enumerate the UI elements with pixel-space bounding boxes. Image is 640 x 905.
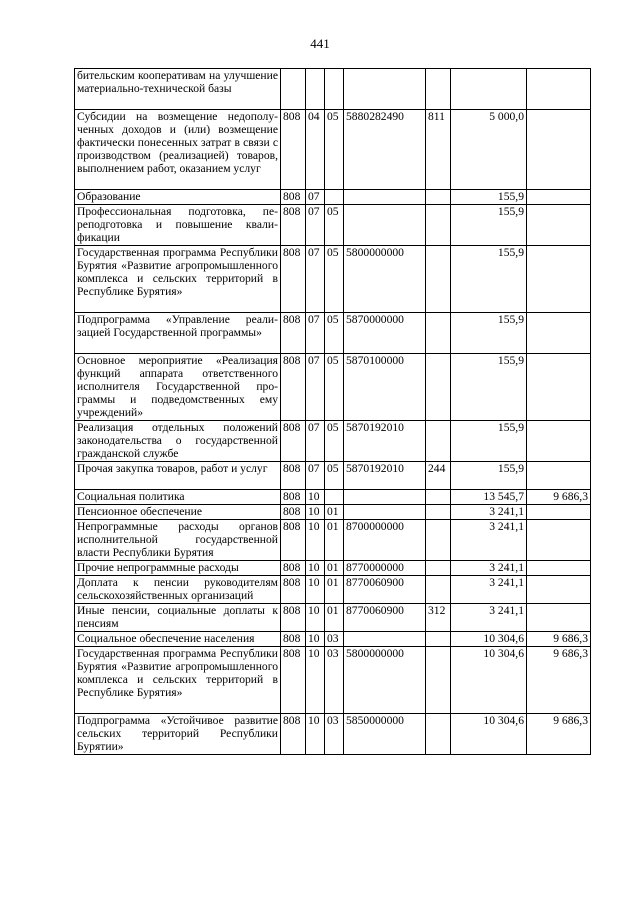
section-code-cell: 07 [306, 354, 325, 421]
amount-cell [451, 69, 527, 110]
page-number: 441 [310, 36, 330, 51]
section-code-cell: 10 [306, 647, 325, 714]
table-row [75, 190, 591, 205]
amount-extra-cell [527, 205, 591, 246]
department-code-cell: 808 [281, 246, 306, 313]
target-article-cell [344, 505, 426, 520]
department-code-cell: 808 [281, 604, 306, 632]
table-row [75, 561, 591, 576]
department-code-cell: 808 [281, 462, 306, 490]
expense-type-cell [426, 205, 451, 246]
amount-cell: 3 241,1 [451, 604, 527, 632]
amount-extra-cell [527, 604, 591, 632]
department-code-cell: 808 [281, 520, 306, 561]
target-article-cell: 8770060900 [344, 576, 426, 604]
subsection-code-cell: 01 [325, 561, 344, 576]
table-row [75, 490, 591, 505]
department-code-cell: 808 [281, 313, 306, 354]
expense-type-cell [426, 714, 451, 755]
department-code-cell: 808 [281, 354, 306, 421]
row-name-cell: Непрограммные расходы органов исполнительной государственной власти Республики Бурятия [75, 520, 281, 561]
expense-type-cell [426, 421, 451, 462]
department-code-cell: 808 [281, 647, 306, 714]
expense-type-cell [426, 520, 451, 561]
amount-extra-cell: 9 686,3 [527, 647, 591, 714]
amount-cell: 5 000,0 [451, 110, 527, 190]
amount-extra-cell [527, 246, 591, 313]
expense-type-cell [426, 632, 451, 647]
subsection-code-cell: 05 [325, 462, 344, 490]
section-code-cell: 07 [306, 313, 325, 354]
subsection-code-cell: 05 [325, 205, 344, 246]
amount-cell: 155,9 [451, 205, 527, 246]
row-name-cell: Государственная программа Республики Бурятия «Развитие агропромышленного комплекса и сельских территорий в Республике Бурятия» [75, 647, 281, 714]
amount-cell: 10 304,6 [451, 714, 527, 755]
subsection-code-cell: 03 [325, 632, 344, 647]
department-code-cell: 808 [281, 205, 306, 246]
subsection-code-cell: 03 [325, 647, 344, 714]
section-code-cell [306, 69, 325, 110]
section-code-cell: 07 [306, 190, 325, 205]
target-article-cell: 5880282490 [344, 110, 426, 190]
table-row [75, 714, 591, 755]
target-article-cell: 5870192010 [344, 421, 426, 462]
section-code-cell: 10 [306, 714, 325, 755]
subsection-code-cell [325, 190, 344, 205]
amount-cell: 155,9 [451, 462, 527, 490]
section-code-cell: 07 [306, 421, 325, 462]
table-row [75, 69, 591, 110]
subsection-code-cell: 01 [325, 576, 344, 604]
table-row [75, 205, 591, 246]
section-code-cell: 07 [306, 246, 325, 313]
amount-cell: 3 241,1 [451, 505, 527, 520]
table-row [75, 354, 591, 421]
table-row [75, 520, 591, 561]
department-code-cell: 808 [281, 110, 306, 190]
amount-extra-cell [527, 576, 591, 604]
table-row [75, 421, 591, 462]
section-code-cell: 10 [306, 505, 325, 520]
amount-cell: 155,9 [451, 246, 527, 313]
expense-type-cell [426, 190, 451, 205]
target-article-cell: 8700000000 [344, 520, 426, 561]
expense-type-cell [426, 647, 451, 714]
amount-extra-cell: 9 686,3 [527, 632, 591, 647]
row-name-cell: Основное мероприятие «Реализация функций аппарата ответственного исполнителя Государственной программы и подведомственных ему учреждений» [75, 354, 281, 421]
budget-table [74, 68, 591, 755]
amount-extra-cell [527, 462, 591, 490]
subsection-code-cell [325, 69, 344, 110]
table-row [75, 462, 591, 490]
subsection-code-cell: 05 [325, 421, 344, 462]
subsection-code-cell: 01 [325, 604, 344, 632]
section-code-cell: 10 [306, 604, 325, 632]
target-article-cell [344, 69, 426, 110]
row-name-cell: Доплата к пенсии руководителям сельскохозяйственных организаций [75, 576, 281, 604]
amount-cell: 155,9 [451, 354, 527, 421]
subsection-code-cell [325, 490, 344, 505]
row-name-cell: Прочие непрограммные расходы [75, 561, 281, 576]
row-name-cell: Прочая закупка товаров, работ и услуг [75, 462, 281, 490]
subsection-code-cell: 01 [325, 505, 344, 520]
department-code-cell: 808 [281, 576, 306, 604]
table-row [75, 246, 591, 313]
row-name-cell: Образование [75, 190, 281, 205]
department-code-cell: 808 [281, 190, 306, 205]
target-article-cell: 8770060900 [344, 604, 426, 632]
department-code-cell: 808 [281, 714, 306, 755]
amount-extra-cell [527, 561, 591, 576]
row-name-cell: Профессиональная подготовка, переподготовка и повышение квалификации [75, 205, 281, 246]
subsection-code-cell: 01 [325, 520, 344, 561]
row-name-cell: Государственная программа Республики Бурятия «Развитие агропромышленного комплекса и сельских территорий в Республике Бурятия» [75, 246, 281, 313]
section-code-cell: 04 [306, 110, 325, 190]
section-code-cell: 10 [306, 520, 325, 561]
amount-cell: 155,9 [451, 313, 527, 354]
expense-type-cell: 811 [426, 110, 451, 190]
amount-extra-cell: 9 686,3 [527, 490, 591, 505]
table-row [75, 647, 591, 714]
row-name-cell: Реализация отдельных положений законодательства о государственной гражданской службе [75, 421, 281, 462]
expense-type-cell: 244 [426, 462, 451, 490]
target-article-cell [344, 190, 426, 205]
expense-type-cell [426, 490, 451, 505]
department-code-cell: 808 [281, 561, 306, 576]
section-code-cell: 07 [306, 462, 325, 490]
expense-type-cell [426, 313, 451, 354]
expense-type-cell [426, 576, 451, 604]
row-name-cell: Подпрограмма «Управление реализацией Государственной программы» [75, 313, 281, 354]
target-article-cell: 5850000000 [344, 714, 426, 755]
section-code-cell: 07 [306, 205, 325, 246]
table-row [75, 632, 591, 647]
section-code-cell: 10 [306, 576, 325, 604]
target-article-cell: 5800000000 [344, 647, 426, 714]
department-code-cell: 808 [281, 421, 306, 462]
department-code-cell: 808 [281, 505, 306, 520]
row-name-cell: Субсидии на возмещение недополученных доходов и (или) возмещение фактически понесенных затрат в связи с производством (реализацией) товаров, выполнением работ, оказанием услуг [75, 110, 281, 190]
subsection-code-cell: 03 [325, 714, 344, 755]
amount-extra-cell: 9 686,3 [527, 714, 591, 755]
section-code-cell: 10 [306, 561, 325, 576]
amount-extra-cell [527, 313, 591, 354]
amount-cell: 155,9 [451, 421, 527, 462]
expense-type-cell [426, 561, 451, 576]
target-article-cell [344, 205, 426, 246]
target-article-cell: 5870000000 [344, 313, 426, 354]
subsection-code-cell: 05 [325, 246, 344, 313]
amount-extra-cell [527, 520, 591, 561]
amount-extra-cell [527, 354, 591, 421]
expense-type-cell [426, 246, 451, 313]
amount-cell: 3 241,1 [451, 520, 527, 561]
amount-cell: 3 241,1 [451, 576, 527, 604]
amount-extra-cell [527, 505, 591, 520]
table-row [75, 576, 591, 604]
budget-table-body [75, 69, 591, 755]
amount-extra-cell [527, 69, 591, 110]
table-row [75, 110, 591, 190]
amount-cell: 3 241,1 [451, 561, 527, 576]
subsection-code-cell: 05 [325, 354, 344, 421]
row-name-cell: Пенсионное обеспечение [75, 505, 281, 520]
target-article-cell: 5870100000 [344, 354, 426, 421]
expense-type-cell [426, 354, 451, 421]
target-article-cell: 8770000000 [344, 561, 426, 576]
expense-type-cell [426, 505, 451, 520]
target-article-cell [344, 490, 426, 505]
department-code-cell: 808 [281, 490, 306, 505]
subsection-code-cell: 05 [325, 110, 344, 190]
amount-cell: 155,9 [451, 190, 527, 205]
amount-cell: 10 304,6 [451, 647, 527, 714]
section-code-cell: 10 [306, 632, 325, 647]
row-name-cell: Социальное обеспечение населения [75, 632, 281, 647]
target-article-cell: 5800000000 [344, 246, 426, 313]
expense-type-cell [426, 69, 451, 110]
amount-extra-cell [527, 110, 591, 190]
row-name-cell: бительским кооперативам на улучшение материально-технической базы [75, 69, 281, 110]
section-code-cell: 10 [306, 490, 325, 505]
row-name-cell: Подпрограмма «Устойчивое развитие сельских территорий Республики Бурятии» [75, 714, 281, 755]
table-row [75, 313, 591, 354]
amount-extra-cell [527, 421, 591, 462]
expense-type-cell: 312 [426, 604, 451, 632]
table-row [75, 604, 591, 632]
row-name-cell: Иные пенсии, социальные доплаты к пенсиям [75, 604, 281, 632]
table-row [75, 505, 591, 520]
amount-cell: 10 304,6 [451, 632, 527, 647]
amount-cell: 13 545,7 [451, 490, 527, 505]
row-name-cell: Социальная политика [75, 490, 281, 505]
subsection-code-cell: 05 [325, 313, 344, 354]
amount-extra-cell [527, 190, 591, 205]
department-code-cell [281, 69, 306, 110]
target-article-cell [344, 632, 426, 647]
department-code-cell: 808 [281, 632, 306, 647]
target-article-cell: 5870192010 [344, 462, 426, 490]
